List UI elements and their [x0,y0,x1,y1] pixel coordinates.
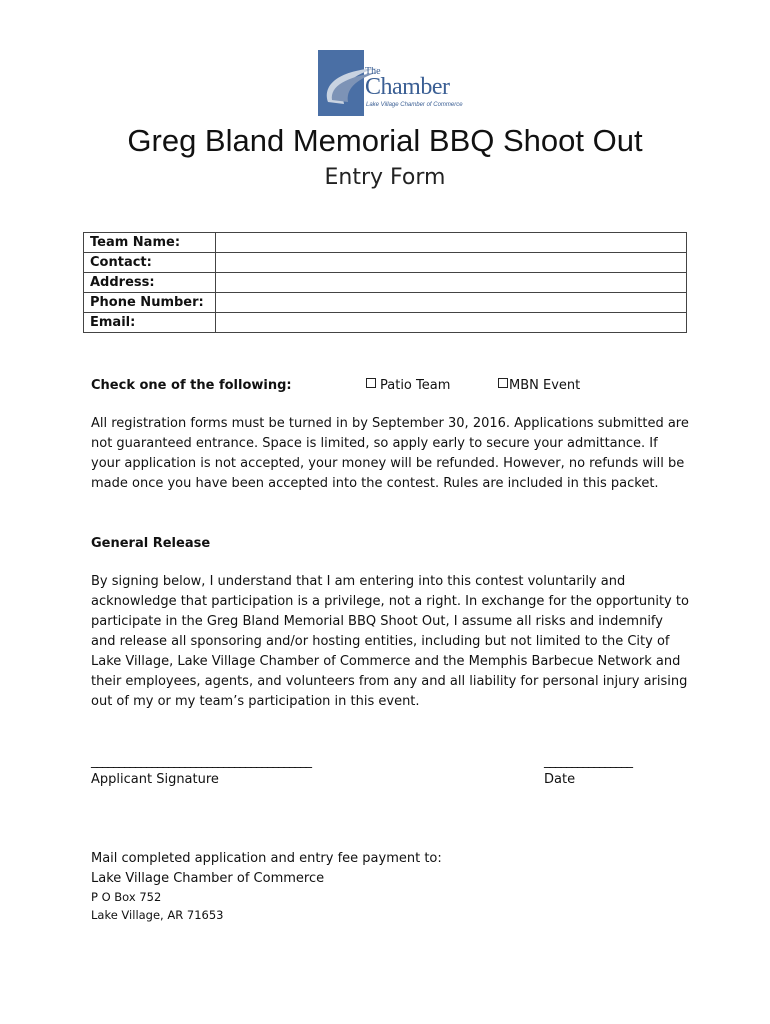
checkbox-icon[interactable] [366,378,376,388]
contact-field[interactable] [216,253,687,273]
logo-the: The [365,66,381,77]
signature-line[interactable]: ________________________________________ [91,754,311,769]
page-subtitle: Entry Form [324,165,446,190]
patio-team-option[interactable] [366,376,450,396]
signature-label: Applicant Signature [91,772,219,787]
mail-instruction: Mail completed application and entry fee payment to: [91,851,442,866]
table-row [84,233,687,253]
mbn-event-option[interactable] [498,376,580,396]
release-paragraph: By signing below, I understand that I am entering into this contest voluntarily and acknowledge that participation is a privilege, not a right. In exchange for the opportunity to participate in the Greg Bland Memorial BBQ Shoot Out, I assume all risks and indemnify and release all sponsoring and/or hosting entities, including but not limited to the City of Lake Village, Lake Village Chamber of Commerce and the Memphis Barbecue Network and their employees, agents, and volunteers from any and all liability for personal injury arising out of my or my team’s participation in this event. [91,574,689,709]
release-heading: General Release [91,536,211,551]
logo-name: Chamber [365,74,450,100]
address-field[interactable] [216,273,687,293]
mail-organization: Lake Village Chamber of Commerce [91,871,325,886]
email-field[interactable] [216,313,687,333]
checkbox-icon[interactable] [498,378,508,388]
patio-team-label: Patio Team [380,378,451,393]
email-label: Email: [84,313,216,333]
page-title: Greg Bland Memorial BBQ Shoot Out [127,123,643,158]
table-row [84,253,687,273]
date-label: Date [544,772,576,787]
team-name-label: Team Name: [84,233,216,253]
table-row [84,313,687,333]
mail-city: Lake Village, AR 71653 [91,908,224,922]
registration-paragraph: All registration forms must be turned in by September 30, 2016. Applications submitted are not guaranteed entrance. Space is limited, so apply early to secure your admittance. If your application is not accepted, your money will be refunded. However, no refunds will be made once you have been accepted into the contest. Rules are included in this packet. [91,416,689,491]
check-prompt: Check one of the following: [91,378,292,393]
table-row [84,273,687,293]
team-name-field[interactable] [216,233,687,253]
date-line[interactable]: ________________ [544,754,632,769]
table-row [84,293,687,313]
entry-form-table [83,232,687,333]
mbn-event-label: MBN Event [509,378,581,393]
logo-subtitle: Lake Village Chamber of Commerce [366,102,463,108]
phone-number-field[interactable] [216,293,687,313]
mail-po-box: P O Box 752 [91,890,162,904]
chamber-logo [318,50,463,118]
address-label: Address: [84,273,216,293]
contact-label: Contact: [84,253,216,273]
phone-number-label: Phone Number: [84,293,216,313]
